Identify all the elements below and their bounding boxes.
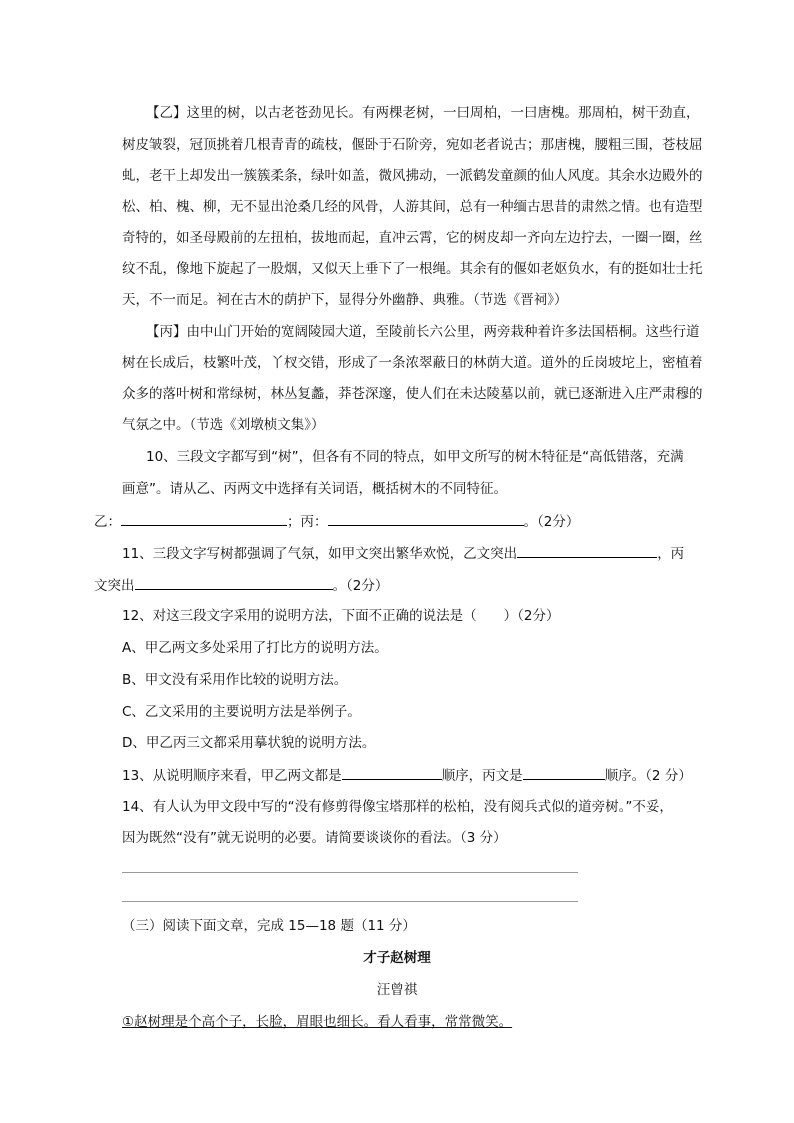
passage-yi-line-5: 奇特的，如圣母殿前的左扭柏，拔地而起，直冲云霄，它的树皮却一齐向左边拧去，一圈一圈，丝 [122, 230, 703, 246]
q11-text-3: 文突出 [94, 578, 135, 594]
passage-yi-line-1: 【乙】这里的树，以古老苍劲见长。有两棵老树，一曰周柏，一曰唐槐。那周柏，树干劲直， [146, 105, 700, 121]
q11-text-2: ，丙 [657, 546, 685, 562]
passage-bing-line-1: 【丙】由中山门开始的宽阔陵园大道，至陵前长六公里，两旁栽种着许多法国梧桐。这些行道 [146, 324, 700, 340]
question-10-line-1: 10、三段文字都写到“树”，但各有不同的特点，如甲文所写的树木特征是“高低错落，充满 [146, 449, 684, 465]
passage-yi-line-6: 纹不乱，像地下旋起了一股烟，又似天上垂下了一根绳。其余有的偃如老妪负水，有的挺如壮士托 [122, 261, 703, 277]
q13-text-2: 顺序，丙文是 [441, 768, 523, 784]
question-11-line-2 [94, 575, 670, 596]
question-14-line-1: 14、有人认为甲文段中写的“没有修剪得像宝塔那样的松柏，没有阅兵式似的道旁树。”不妥， [122, 799, 673, 815]
answer-rule-2[interactable] [122, 901, 578, 902]
article-author: 汪曾祺 [376, 982, 418, 998]
q10-score: 。（2分） [523, 514, 580, 530]
passage-yi-line-7: 天，不一而足。祠在古木的荫护下，显得分外幽静、典雅。（节选《晋祠》） [122, 292, 568, 308]
q13-blank-2[interactable] [523, 765, 605, 780]
answer-rule-1[interactable] [122, 872, 578, 873]
article-paragraph-1: ①赵树理是个高个子，长脸，眉眼也细长。看人看事，常常微笑。 [122, 1014, 513, 1030]
q10-yi-label: 乙： [94, 514, 121, 530]
question-10-line-2: 画意”。请从乙、丙两文中选择有关词语，概括树木的不同特征。 [122, 481, 507, 497]
q12-option-b: B、甲文没有采用作比较的说明方法。 [122, 672, 348, 688]
q12-option-d: D、甲乙丙三文都采用摹状貌的说明方法。 [122, 735, 376, 751]
q11-yi-blank[interactable] [517, 543, 657, 558]
passage-yi-line-3: 虬，老干上却发出一簇簇柔条，绿叶如盖，微风拂动，一派鹤发童颜的仙人风度。其余水边殿外的 [122, 168, 703, 184]
q11-bing-blank[interactable] [135, 575, 333, 590]
q13-text-3: 顺序。（2 分） [604, 768, 692, 784]
question-13 [122, 765, 698, 786]
q10-bing-blank[interactable] [328, 511, 524, 526]
q11-score: 。（2分） [332, 578, 389, 594]
question-10-answer-line [94, 511, 670, 532]
q10-bing-label: ；丙： [287, 514, 328, 530]
passage-yi-line-4: 松、柏、槐、柳，无不显出沧桑几经的风骨，人游其间，总有一种缅古思昔的肃然之情。也有造型 [122, 199, 703, 215]
q13-text-1: 13、从说明顺序来看，甲乙两文都是 [122, 768, 342, 784]
q11-text-1: 11、三段文字写树都强调了气氛，如甲文突出繁华欢悦，乙文突出 [122, 546, 518, 562]
article-title: 才子赵树理 [363, 950, 431, 966]
q12-option-a: A、甲乙两文多处采用了打比方的说明方法。 [122, 640, 388, 656]
question-12-stem: 12、对这三段文字采用的说明方法，下面不正确的说法是（ ）（2分） [122, 608, 560, 624]
q13-blank-1[interactable] [342, 765, 442, 780]
question-11-line-1 [122, 543, 698, 564]
passage-bing-line-3: 众多的落叶树和常绿树，林丛复蠡，莽苍深邃，使人们在未达陵墓以前，就已逐渐进入庄严肃穆的 [122, 386, 703, 402]
question-14-line-2: 因为既然“没有”就无说明的必要。请简要谈谈你的看法。（3 分） [122, 830, 507, 846]
passage-bing-line-4: 气氛之中。（节选《刘墩桢文集》） [122, 417, 325, 433]
passage-bing-line-2: 树在长成后，枝繁叶茂，丫杈交错，形成了一条浓翠蔽日的林荫大道。道外的丘岗坡坨上，密植着 [122, 355, 703, 371]
q12-option-c: C、乙文采用的主要说明方法是举例子。 [122, 704, 361, 720]
q10-yi-blank[interactable] [121, 511, 287, 526]
passage-yi-line-2: 树皮皱裂，冠顶挑着几根青青的疏枝，偃卧于石阶旁，宛如老者说古；那唐槐，腰粗三围，苍枝屈 [122, 137, 703, 153]
section-3-heading: （三）阅读下面文章，完成 15—18 题（11 分） [122, 918, 416, 934]
